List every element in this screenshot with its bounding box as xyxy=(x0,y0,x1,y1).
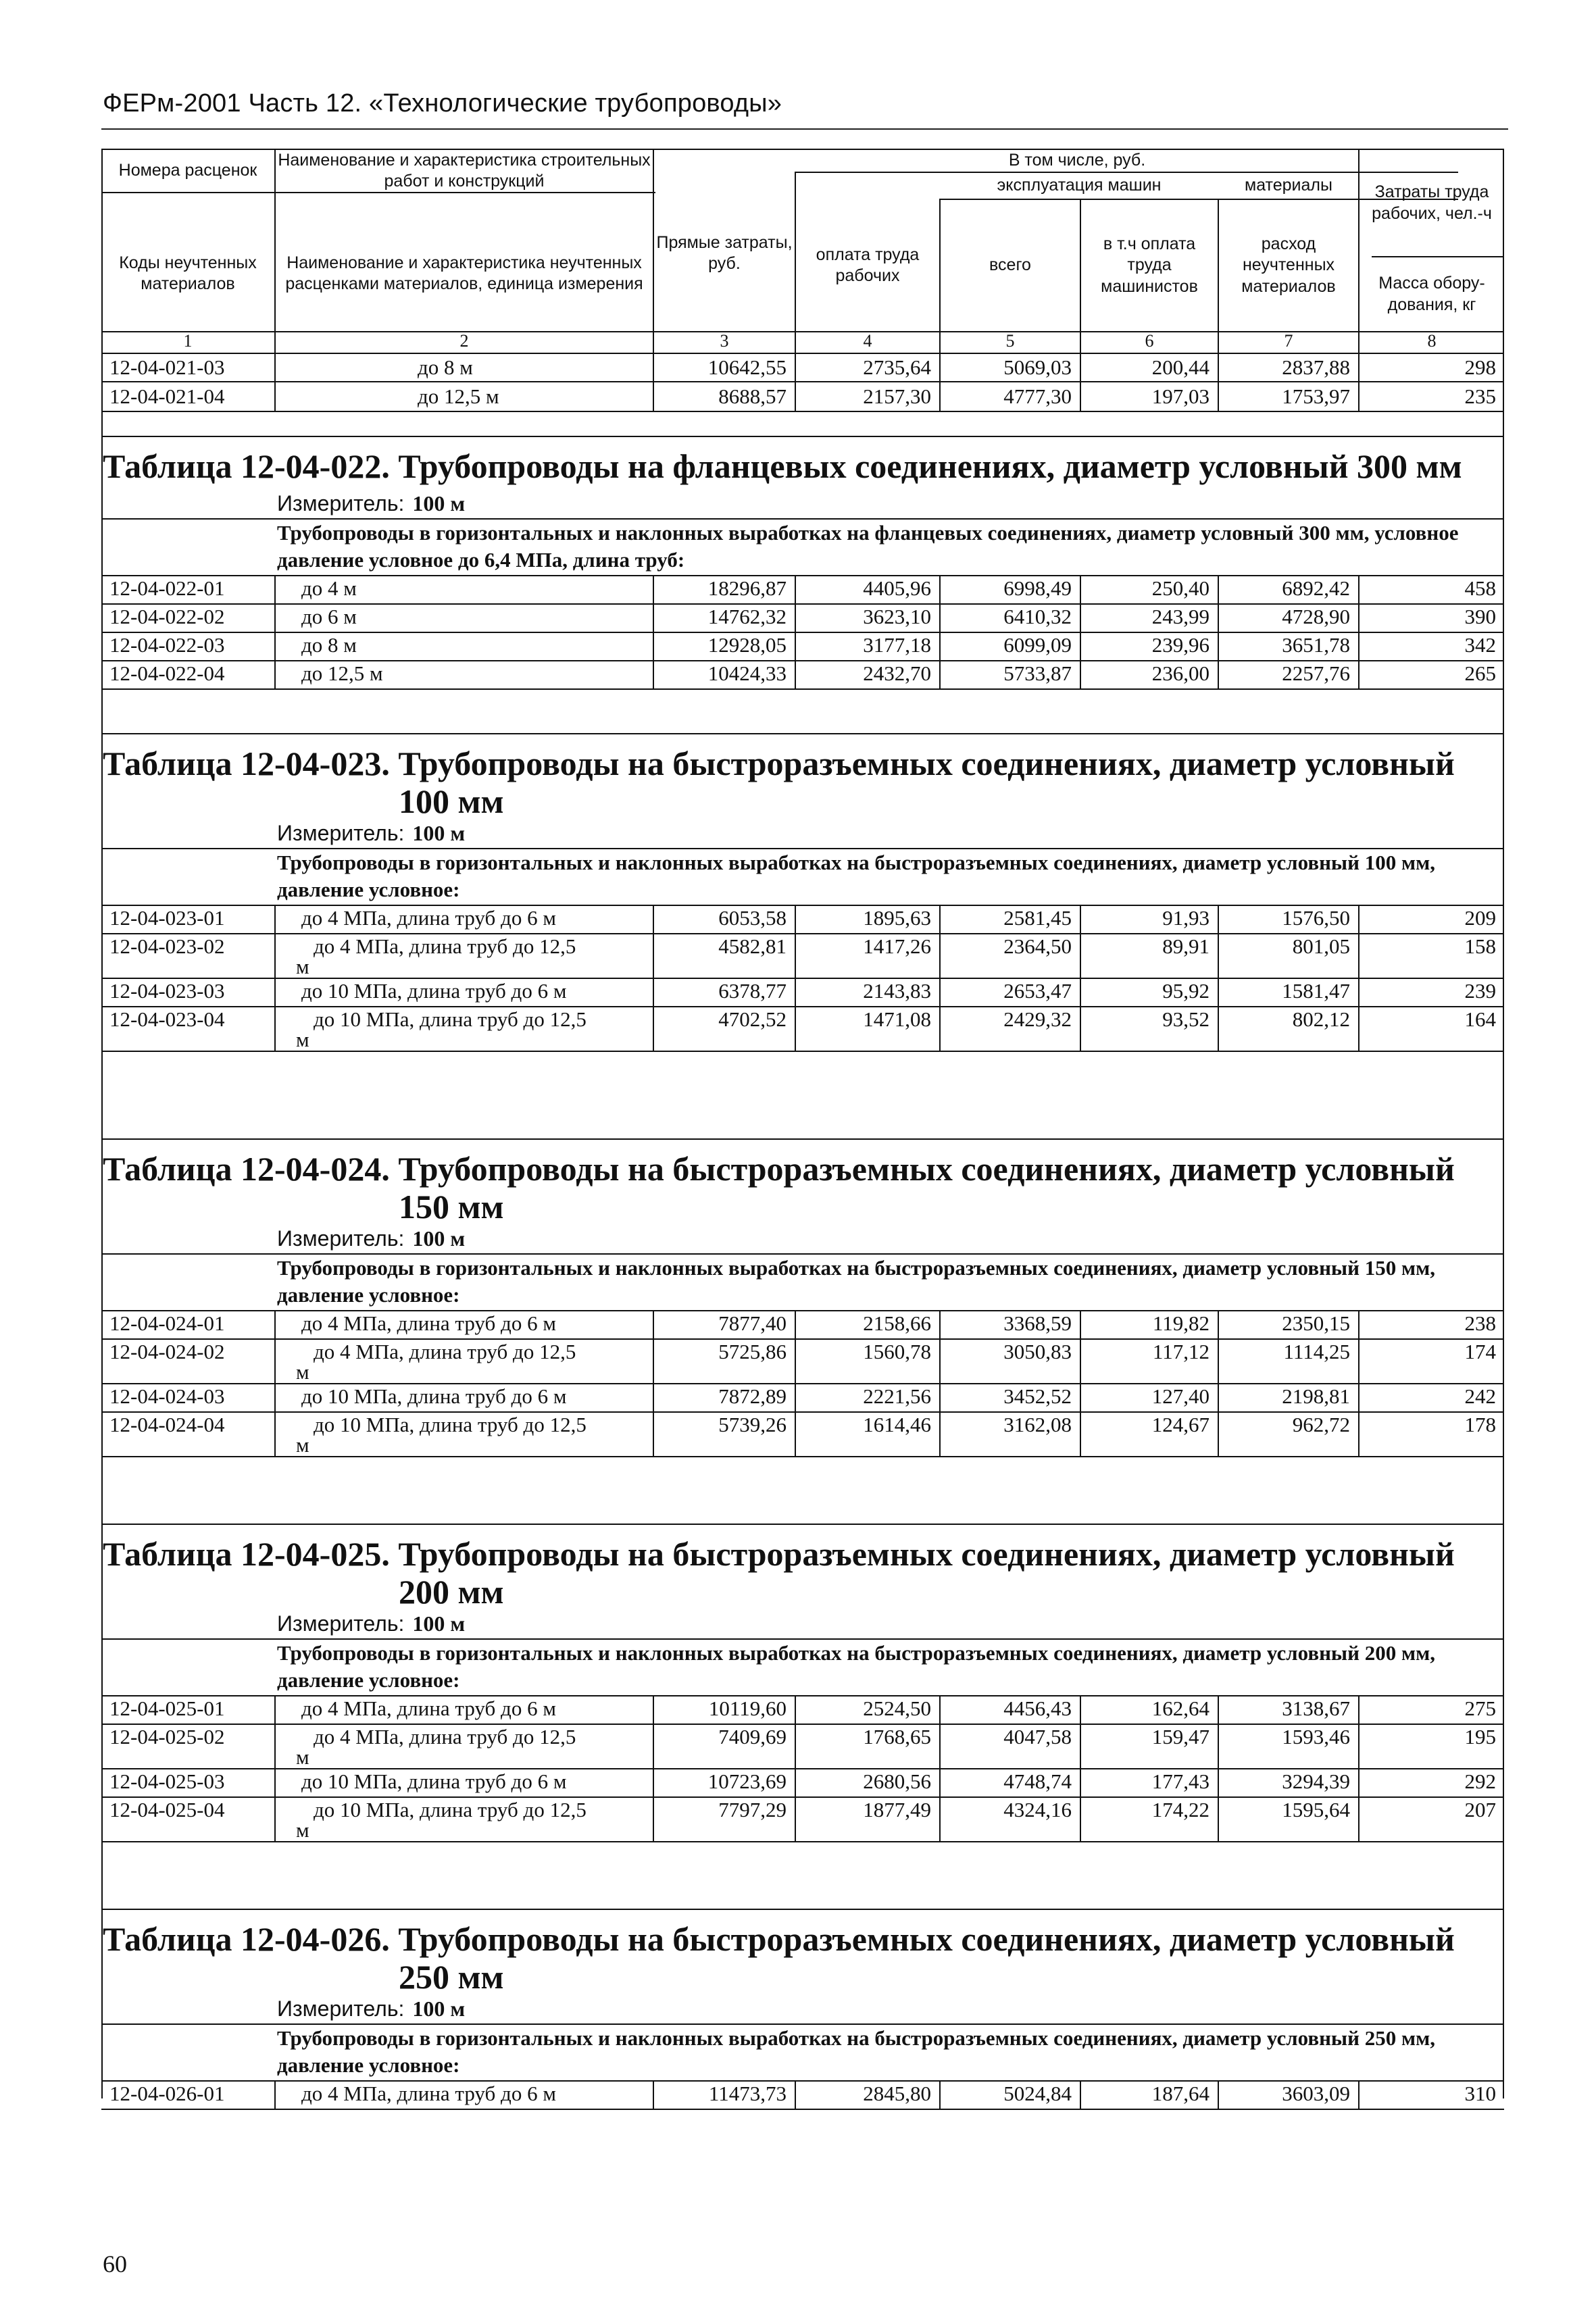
materials-cost: 1593,46 xyxy=(1219,1724,1360,1768)
header-labor-pay: оплата труда рабочих xyxy=(816,245,920,285)
rate-name-wrap: м xyxy=(296,1028,309,1051)
materials-cost: 6892,42 xyxy=(1219,575,1360,603)
measure-label: Измеритель: xyxy=(277,491,405,515)
machine-total: 6998,49 xyxy=(941,575,1081,603)
rate-name-text: до 10 МПа, длина труб до 6 м xyxy=(301,1384,567,1408)
labor-pay: 2221,56 xyxy=(796,1383,941,1411)
machine-total: 2364,50 xyxy=(941,933,1081,978)
labor-pay: 1895,63 xyxy=(796,905,941,933)
rate-name xyxy=(276,1724,654,1768)
rate-code: 12-04-025-03 xyxy=(101,1768,276,1796)
operator-pay: 91,93 xyxy=(1081,905,1219,933)
rate-name xyxy=(276,1006,654,1051)
rate-name-text: до 12,5 м xyxy=(418,384,499,408)
table-row xyxy=(101,575,1504,603)
rate-code: 12-04-022-01 xyxy=(101,575,276,603)
page-number: 60 xyxy=(103,2250,127,2278)
measure-unit xyxy=(277,1226,465,1251)
measure-label: Измеритель: xyxy=(277,1996,405,2021)
machine-total: 3452,52 xyxy=(941,1383,1081,1411)
table-row xyxy=(101,1724,1504,1768)
rate-name xyxy=(276,354,654,382)
labor-pay: 1560,78 xyxy=(796,1338,941,1383)
rate-name-text: до 4 МПа, длина труб до 12,5 xyxy=(314,1725,576,1749)
materials-cost: 3603,09 xyxy=(1219,2080,1360,2109)
rate-name-text: до 4 МПа, длина труб до 6 м xyxy=(301,1696,556,1720)
operator-pay: 236,00 xyxy=(1081,660,1219,688)
rate-code: 12-04-023-03 xyxy=(101,978,276,1006)
direct-cost: 11473,73 xyxy=(654,2080,796,2109)
rate-code: 12-04-025-04 xyxy=(101,1796,276,1841)
rate-code: 12-04-025-01 xyxy=(101,1695,276,1724)
rate-name-wrap: м xyxy=(296,1818,309,1842)
rate-code: 12-04-023-02 xyxy=(101,933,276,978)
measure-label: Измеритель: xyxy=(277,1611,405,1636)
rate-code: 12-04-024-02 xyxy=(101,1338,276,1383)
rate-name xyxy=(276,632,654,660)
labor-pay: 1417,26 xyxy=(796,933,941,978)
labor-pay: 3623,10 xyxy=(796,603,941,632)
measure-label: Измеритель: xyxy=(277,821,405,845)
labor-pay: 2158,66 xyxy=(796,1310,941,1338)
rate-code: 12-04-023-01 xyxy=(101,905,276,933)
rate-name-text: до 10 МПа, длина труб до 12,5 xyxy=(314,1413,587,1436)
labor-pay: 2524,50 xyxy=(796,1695,941,1724)
machine-total: 4324,16 xyxy=(941,1796,1081,1841)
materials-cost: 3138,67 xyxy=(1219,1695,1360,1724)
measure-unit xyxy=(277,491,465,516)
labor-pay: 2143,83 xyxy=(796,978,941,1006)
rate-name xyxy=(276,382,654,412)
labor-hours: 298 xyxy=(1464,355,1496,379)
machine-total: 5069,03 xyxy=(941,354,1081,382)
machine-total: 4777,30 xyxy=(941,382,1081,412)
measure-label: Измеритель: xyxy=(277,1226,405,1251)
rate-name-wrap: м xyxy=(296,1745,309,1769)
colnum: 1 xyxy=(101,331,276,354)
column-header xyxy=(101,149,1504,338)
machine-total: 3050,83 xyxy=(941,1338,1081,1383)
section-description: Трубопроводы в горизонтальных и наклонных выработках на быстроразъемных соединениях, диаметр условный 250 мм, давление условное: xyxy=(277,2026,1435,2078)
rate-name-wrap: м xyxy=(296,1360,309,1384)
direct-cost: 7797,29 xyxy=(654,1796,796,1841)
table-row xyxy=(101,1006,1504,1051)
machine-total: 4047,58 xyxy=(941,1724,1081,1768)
materials-cost: 4728,90 xyxy=(1219,603,1360,632)
machine-total: 3162,08 xyxy=(941,1411,1081,1456)
table-title: Таблица 12-04-022. Трубопроводы на фланцевых соединениях, диаметр условный 300 мм xyxy=(103,447,1462,485)
rate-name-text: до 4 м xyxy=(301,576,357,600)
rate-name xyxy=(276,2080,654,2109)
table-row xyxy=(101,632,1504,660)
section-rule xyxy=(101,1909,1504,1910)
operator-pay: 93,52 xyxy=(1081,1006,1219,1051)
header-materials: материалы xyxy=(1245,176,1332,195)
header-incl: В том числе, руб. xyxy=(1008,151,1146,170)
table-row xyxy=(101,603,1504,632)
rate-name xyxy=(276,575,654,603)
rate-name-text: до 10 МПа, длина труб до 12,5 xyxy=(314,1798,587,1821)
labor-hours: 458 xyxy=(1464,576,1496,600)
section-rule xyxy=(101,1138,1504,1140)
labor-hours: 207 xyxy=(1464,1798,1496,1821)
labor-hours: 178 xyxy=(1464,1413,1496,1436)
materials-cost: 801,05 xyxy=(1219,933,1360,978)
rate-name-text: до 8 м xyxy=(301,633,357,657)
labor-pay: 4405,96 xyxy=(796,575,941,603)
labor-pay: 1471,08 xyxy=(796,1006,941,1051)
colnum: 5 xyxy=(941,331,1081,354)
header-unaccounted: расход неучтенных материалов xyxy=(1241,234,1336,296)
labor-pay: 1614,46 xyxy=(796,1411,941,1456)
labor-hours: 164 xyxy=(1464,1007,1496,1031)
rate-name-wrap: м xyxy=(296,1433,309,1457)
section-description: Трубопроводы в горизонтальных и наклонных выработках на быстроразъемных соединениях, диаметр условный 100 мм, давление условное: xyxy=(277,851,1435,902)
table-row xyxy=(101,2080,1504,2109)
section-description: Трубопроводы в горизонтальных и наклонных выработках на быстроразъемных соединениях, диаметр условный 200 мм, давление условное: xyxy=(277,1641,1435,1692)
labor-hours: 390 xyxy=(1464,605,1496,628)
rate-code: 12-04-021-03 xyxy=(101,354,276,382)
table-row xyxy=(101,1411,1504,1456)
row-rule xyxy=(101,1051,1504,1052)
rate-code: 12-04-022-03 xyxy=(101,632,276,660)
rate-name xyxy=(276,660,654,688)
measure-unit xyxy=(277,1611,465,1636)
rate-name-text: до 6 м xyxy=(301,605,357,628)
direct-cost: 10642,55 xyxy=(654,354,796,382)
operator-pay: 89,91 xyxy=(1081,933,1219,978)
rate-code: 12-04-026-01 xyxy=(101,2080,276,2109)
operator-pay: 117,12 xyxy=(1081,1338,1219,1383)
table-title-continued: 250 мм xyxy=(399,1958,504,1996)
table-row xyxy=(101,1796,1504,1841)
rate-name-text: до 4 МПа, длина труб до 6 м xyxy=(301,2082,556,2105)
operator-pay: 127,40 xyxy=(1081,1383,1219,1411)
rate-name xyxy=(276,1796,654,1841)
materials-cost: 802,12 xyxy=(1219,1006,1360,1051)
header-materials-name: Наименование и характеристика неучтенных расценками материалов, единица измерения xyxy=(285,253,643,293)
materials-cost: 1581,47 xyxy=(1219,978,1360,1006)
rate-name-text: до 10 МПа, длина труб до 6 м xyxy=(301,1769,567,1793)
table-title-continued: 200 мм xyxy=(399,1573,504,1611)
direct-cost: 10119,60 xyxy=(654,1695,796,1724)
operator-pay: 174,22 xyxy=(1081,1796,1219,1841)
operator-pay: 239,96 xyxy=(1081,632,1219,660)
header-labor-costs: Затраты труда рабочих, чел.-ч xyxy=(1372,182,1492,223)
table-row xyxy=(101,1310,1504,1338)
column-numbers-row xyxy=(101,331,1504,354)
colnum: 7 xyxy=(1219,331,1360,354)
operator-pay: 200,44 xyxy=(1081,354,1219,382)
rate-code: 12-04-022-04 xyxy=(101,660,276,688)
rate-name xyxy=(276,933,654,978)
rate-name xyxy=(276,1411,654,1456)
machine-total: 4748,74 xyxy=(941,1768,1081,1796)
rate-name xyxy=(276,1310,654,1338)
materials-cost: 2350,15 xyxy=(1219,1310,1360,1338)
header-machine-ops: эксплуатация машин xyxy=(997,176,1162,195)
machine-total: 5024,84 xyxy=(941,2080,1081,2109)
labor-pay: 3177,18 xyxy=(796,632,941,660)
header-total: всего xyxy=(989,255,1031,275)
header-equipment-mass: Масса обору-дования, кг xyxy=(1378,274,1485,314)
machine-total: 6410,32 xyxy=(941,603,1081,632)
section-description: Трубопроводы в горизонтальных и наклонных выработках на фланцевых соединениях, диаметр условный 300 мм, условное давление условное до 6,4 МПа, длина труб: xyxy=(277,521,1459,572)
rate-name-text: до 10 МПа, длина труб до 12,5 xyxy=(314,1007,587,1031)
operator-pay: 119,82 xyxy=(1081,1310,1219,1338)
materials-cost: 1114,25 xyxy=(1219,1338,1360,1383)
measure-unit xyxy=(277,1996,465,2021)
direct-cost: 6378,77 xyxy=(654,978,796,1006)
header-rule xyxy=(101,128,1508,130)
labor-hours: 238 xyxy=(1464,1311,1496,1335)
labor-hours: 310 xyxy=(1464,2082,1496,2105)
direct-cost: 7877,40 xyxy=(654,1310,796,1338)
materials-cost: 2257,76 xyxy=(1219,660,1360,688)
table-row xyxy=(101,1338,1504,1383)
operator-pay: 124,67 xyxy=(1081,1411,1219,1456)
operator-pay: 187,64 xyxy=(1081,2080,1219,2109)
rate-name xyxy=(276,1768,654,1796)
labor-pay: 2157,30 xyxy=(796,382,941,412)
rate-name-text: до 12,5 м xyxy=(301,661,383,685)
header-incl-operators: в т.ч оплата труда машинистов xyxy=(1101,234,1198,296)
labor-hours: 342 xyxy=(1464,633,1496,657)
labor-hours: 195 xyxy=(1464,1725,1496,1749)
rate-name-text: до 4 МПа, длина труб до 12,5 xyxy=(314,1340,576,1363)
labor-pay: 1877,49 xyxy=(796,1796,941,1841)
direct-cost: 10723,69 xyxy=(654,1768,796,1796)
row-rule xyxy=(101,2109,1504,2110)
operator-pay: 162,64 xyxy=(1081,1695,1219,1724)
table-title: Таблица 12-04-025. Трубопроводы на быстроразъемных соединениях, диаметр условный xyxy=(103,1535,1455,1573)
table-title: Таблица 12-04-024. Трубопроводы на быстроразъемных соединениях, диаметр условный xyxy=(103,1150,1455,1188)
materials-cost: 2837,88 xyxy=(1219,354,1360,382)
table-title: Таблица 12-04-026. Трубопроводы на быстроразъемных соединениях, диаметр условный xyxy=(103,1920,1455,1958)
measure-value: 100 м xyxy=(412,1611,466,1636)
section-description: Трубопроводы в горизонтальных и наклонных выработках на быстроразъемных соединениях, диаметр условный 150 мм, давление условное: xyxy=(277,1256,1435,1307)
labor-hours: 174 xyxy=(1464,1340,1496,1363)
machine-total: 5733,87 xyxy=(941,660,1081,688)
rate-name-text: до 4 МПа, длина труб до 6 м xyxy=(301,906,556,930)
machine-total: 4456,43 xyxy=(941,1695,1081,1724)
colnum: 3 xyxy=(654,331,796,354)
table-row xyxy=(101,1768,1504,1796)
labor-hours: 209 xyxy=(1464,906,1496,930)
table-row xyxy=(101,354,1504,382)
materials-cost: 3294,39 xyxy=(1219,1768,1360,1796)
row-rule xyxy=(101,688,1504,690)
labor-hours: 158 xyxy=(1464,934,1496,958)
table-title: Таблица 12-04-023. Трубопроводы на быстроразъемных соединениях, диаметр условный xyxy=(103,745,1455,782)
table-title-continued: 150 мм xyxy=(399,1188,504,1226)
operator-pay: 95,92 xyxy=(1081,978,1219,1006)
labor-hours: 265 xyxy=(1464,661,1496,685)
table-row xyxy=(101,978,1504,1006)
section-rule xyxy=(101,436,1504,437)
colnum: 4 xyxy=(796,331,941,354)
rate-name xyxy=(276,905,654,933)
rate-name-text: до 10 МПа, длина труб до 6 м xyxy=(301,979,567,1003)
machine-total: 2653,47 xyxy=(941,978,1081,1006)
machine-total: 2429,32 xyxy=(941,1006,1081,1051)
colnum: 6 xyxy=(1081,331,1219,354)
labor-pay: 2845,80 xyxy=(796,2080,941,2109)
table-row xyxy=(101,382,1504,412)
machine-total: 3368,59 xyxy=(941,1310,1081,1338)
materials-cost: 3651,78 xyxy=(1219,632,1360,660)
measure-value: 100 м xyxy=(412,1996,466,2021)
measure-value: 100 м xyxy=(412,821,466,845)
rate-name xyxy=(276,1383,654,1411)
rate-code: 12-04-025-02 xyxy=(101,1724,276,1768)
rate-name-text: до 4 МПа, длина труб до 12,5 xyxy=(314,934,576,958)
labor-hours: 292 xyxy=(1464,1769,1496,1793)
rate-code: 12-04-024-03 xyxy=(101,1383,276,1411)
operator-pay: 250,40 xyxy=(1081,575,1219,603)
header-rate-number: Номера расценок xyxy=(118,161,257,180)
section-rule xyxy=(101,1524,1504,1525)
direct-cost: 4702,52 xyxy=(654,1006,796,1051)
section-rule xyxy=(101,733,1504,734)
direct-cost: 12928,05 xyxy=(654,632,796,660)
measure-unit xyxy=(277,821,465,846)
row-rule xyxy=(101,1456,1504,1457)
table-row xyxy=(101,1383,1504,1411)
header-work-name: Наименование и характеристика строительных работ и конструкций xyxy=(278,150,651,191)
materials-cost: 1576,50 xyxy=(1219,905,1360,933)
measure-value: 100 м xyxy=(412,491,466,515)
colnum: 8 xyxy=(1427,331,1437,351)
rate-code: 12-04-023-04 xyxy=(101,1006,276,1051)
rate-code: 12-04-022-02 xyxy=(101,603,276,632)
table-row xyxy=(101,933,1504,978)
materials-cost: 1595,64 xyxy=(1219,1796,1360,1841)
measure-value: 100 м xyxy=(412,1226,466,1251)
rate-name-wrap: м xyxy=(296,955,309,978)
direct-cost: 4582,81 xyxy=(654,933,796,978)
table-row xyxy=(101,905,1504,933)
materials-cost: 2198,81 xyxy=(1219,1383,1360,1411)
table-title-continued: 100 мм xyxy=(399,782,504,820)
direct-cost: 14762,32 xyxy=(654,603,796,632)
operator-pay: 197,03 xyxy=(1081,382,1219,412)
running-header: ФЕРм-2001 Часть 12. «Технологические трубопроводы» xyxy=(103,89,782,118)
materials-cost: 1753,97 xyxy=(1219,382,1360,412)
machine-total: 2581,45 xyxy=(941,905,1081,933)
direct-cost: 8688,57 xyxy=(654,382,796,412)
labor-hours: 239 xyxy=(1464,979,1496,1003)
labor-pay: 2432,70 xyxy=(796,660,941,688)
direct-cost: 18296,87 xyxy=(654,575,796,603)
labor-hours: 235 xyxy=(1464,384,1496,408)
labor-pay: 2735,64 xyxy=(796,354,941,382)
row-rule xyxy=(101,1841,1504,1842)
header-codes: Коды неучтенных материалов xyxy=(119,253,257,293)
labor-hours: 242 xyxy=(1464,1384,1496,1408)
rate-name xyxy=(276,603,654,632)
labor-hours: 275 xyxy=(1464,1696,1496,1720)
rate-code: 12-04-024-04 xyxy=(101,1411,276,1456)
direct-cost: 10424,33 xyxy=(654,660,796,688)
operator-pay: 159,47 xyxy=(1081,1724,1219,1768)
rate-name xyxy=(276,1338,654,1383)
rate-name-text: до 4 МПа, длина труб до 6 м xyxy=(301,1311,556,1335)
direct-cost: 6053,58 xyxy=(654,905,796,933)
operator-pay: 243,99 xyxy=(1081,603,1219,632)
colnum: 2 xyxy=(276,331,654,354)
machine-total: 6099,09 xyxy=(941,632,1081,660)
rate-name xyxy=(276,978,654,1006)
direct-cost: 5725,86 xyxy=(654,1338,796,1383)
rate-name-text: до 8 м xyxy=(418,355,473,379)
labor-pay: 1768,65 xyxy=(796,1724,941,1768)
rate-code: 12-04-021-04 xyxy=(101,382,276,412)
operator-pay: 177,43 xyxy=(1081,1768,1219,1796)
materials-cost: 962,72 xyxy=(1219,1411,1360,1456)
direct-cost: 7872,89 xyxy=(654,1383,796,1411)
direct-cost: 7409,69 xyxy=(654,1724,796,1768)
table-row xyxy=(101,1695,1504,1724)
direct-cost: 5739,26 xyxy=(654,1411,796,1456)
header-direct-costs: Прямые затраты, руб. xyxy=(656,232,793,273)
rate-code: 12-04-024-01 xyxy=(101,1310,276,1338)
table-row xyxy=(101,660,1504,688)
labor-pay: 2680,56 xyxy=(796,1768,941,1796)
rate-name xyxy=(276,1695,654,1724)
